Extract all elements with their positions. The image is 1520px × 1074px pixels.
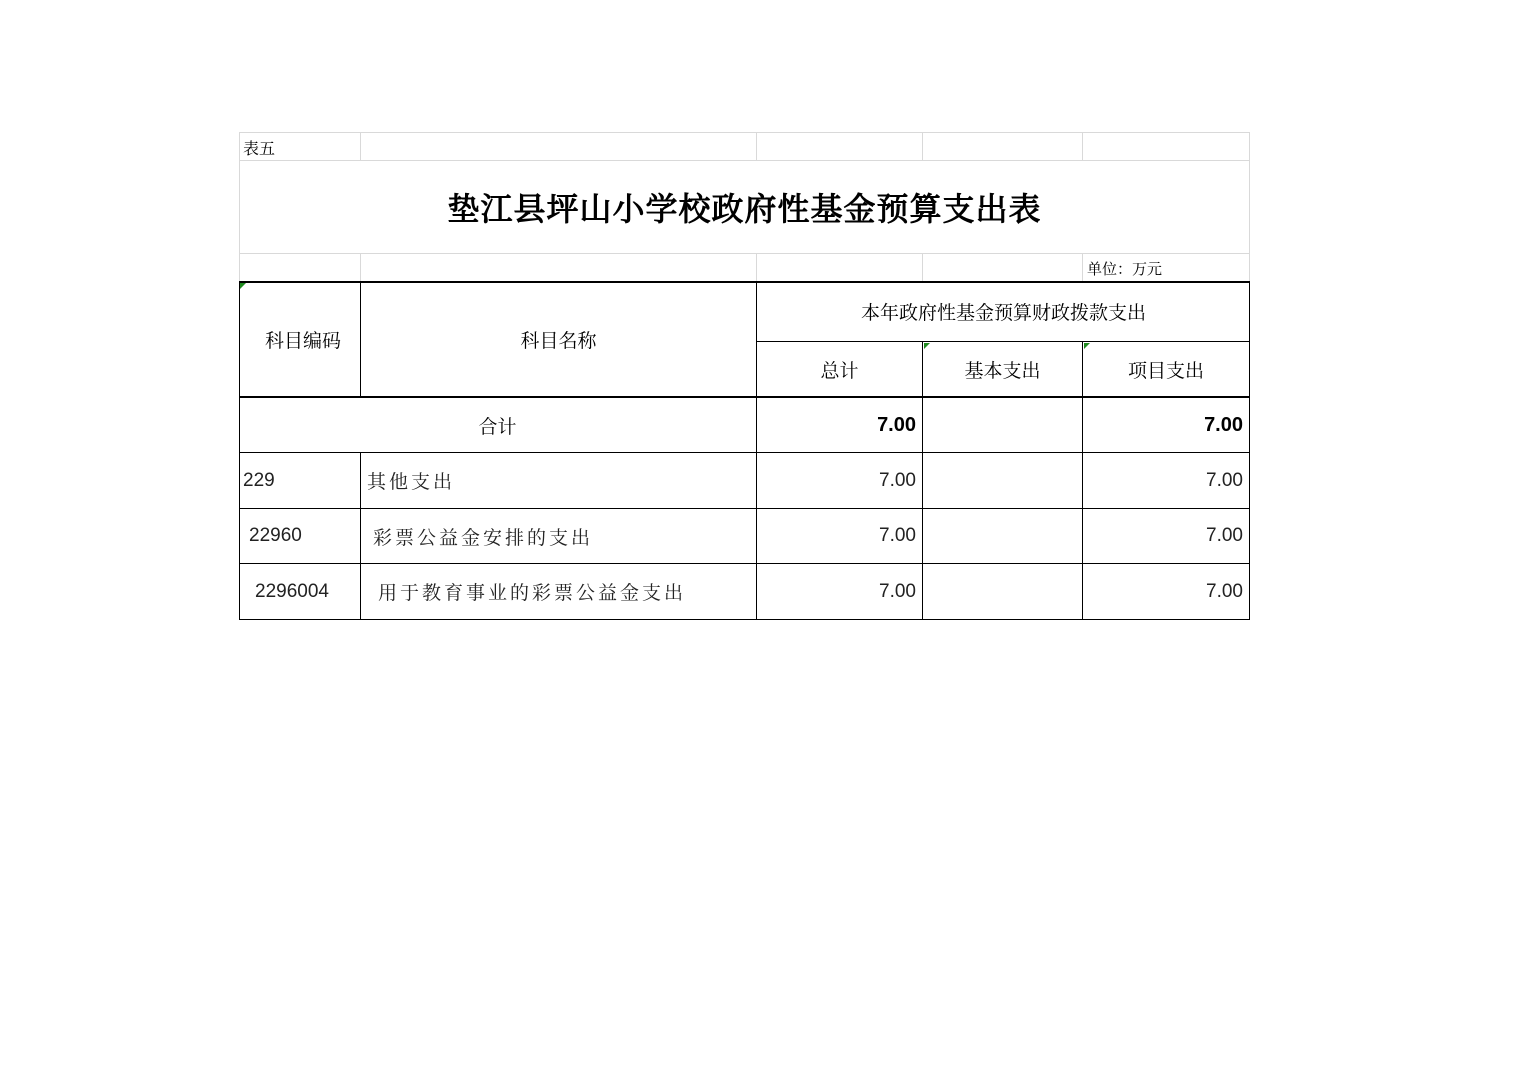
header-total: 总计 [820, 361, 859, 382]
row-basic [923, 509, 1082, 563]
gridline [1082, 253, 1083, 282]
gridline [239, 160, 1250, 161]
row-total: 7.00 [879, 525, 916, 546]
row-project: 7.00 [1206, 469, 1243, 491]
summary-basic [923, 398, 1082, 452]
gridline [922, 253, 923, 282]
table-number-label: 表五 [243, 138, 276, 158]
header-fund-expenditure-group: 本年政府性基金预算财政拨款支出 [860, 303, 1146, 324]
gridline [360, 132, 361, 160]
row-project: 7.00 [1206, 525, 1243, 546]
row-basic [923, 564, 1082, 619]
row-total: 7.00 [879, 469, 916, 491]
row-name: 彩票公益金安排的支出 [373, 526, 594, 549]
header-subject-code: 科目编码 [264, 331, 341, 352]
row-code: 229 [243, 469, 275, 491]
header-basic-expenditure: 基本支出 [964, 361, 1041, 382]
row-name: 其他支出 [367, 471, 456, 493]
gridline [1082, 132, 1083, 160]
summary-total: 7.00 [877, 413, 916, 436]
page-title: 垫江县坪山小学校政府性基金预算支出表 [447, 190, 1042, 228]
summary-label: 合计 [478, 415, 517, 438]
budget-sheet [239, 132, 1250, 620]
unit-label: 单位：万元 [1087, 259, 1163, 278]
table-border-bottom [239, 619, 1250, 620]
row-name: 用于教育事业的彩票公益金支出 [378, 582, 687, 604]
gridline [360, 253, 361, 282]
row-code: 2296004 [255, 580, 329, 602]
row-total: 7.00 [879, 580, 916, 602]
row-project: 7.00 [1206, 580, 1243, 602]
table-line [360, 452, 361, 620]
summary-project: 7.00 [1204, 413, 1243, 436]
header-project-expenditure: 项目支出 [1127, 361, 1204, 382]
header-subject-name: 科目名称 [520, 331, 597, 352]
gridline [756, 253, 757, 282]
gridline [239, 132, 1250, 133]
row-basic [923, 453, 1082, 508]
row-code: 22960 [249, 525, 302, 546]
gridline [922, 132, 923, 160]
gridline [756, 132, 757, 160]
